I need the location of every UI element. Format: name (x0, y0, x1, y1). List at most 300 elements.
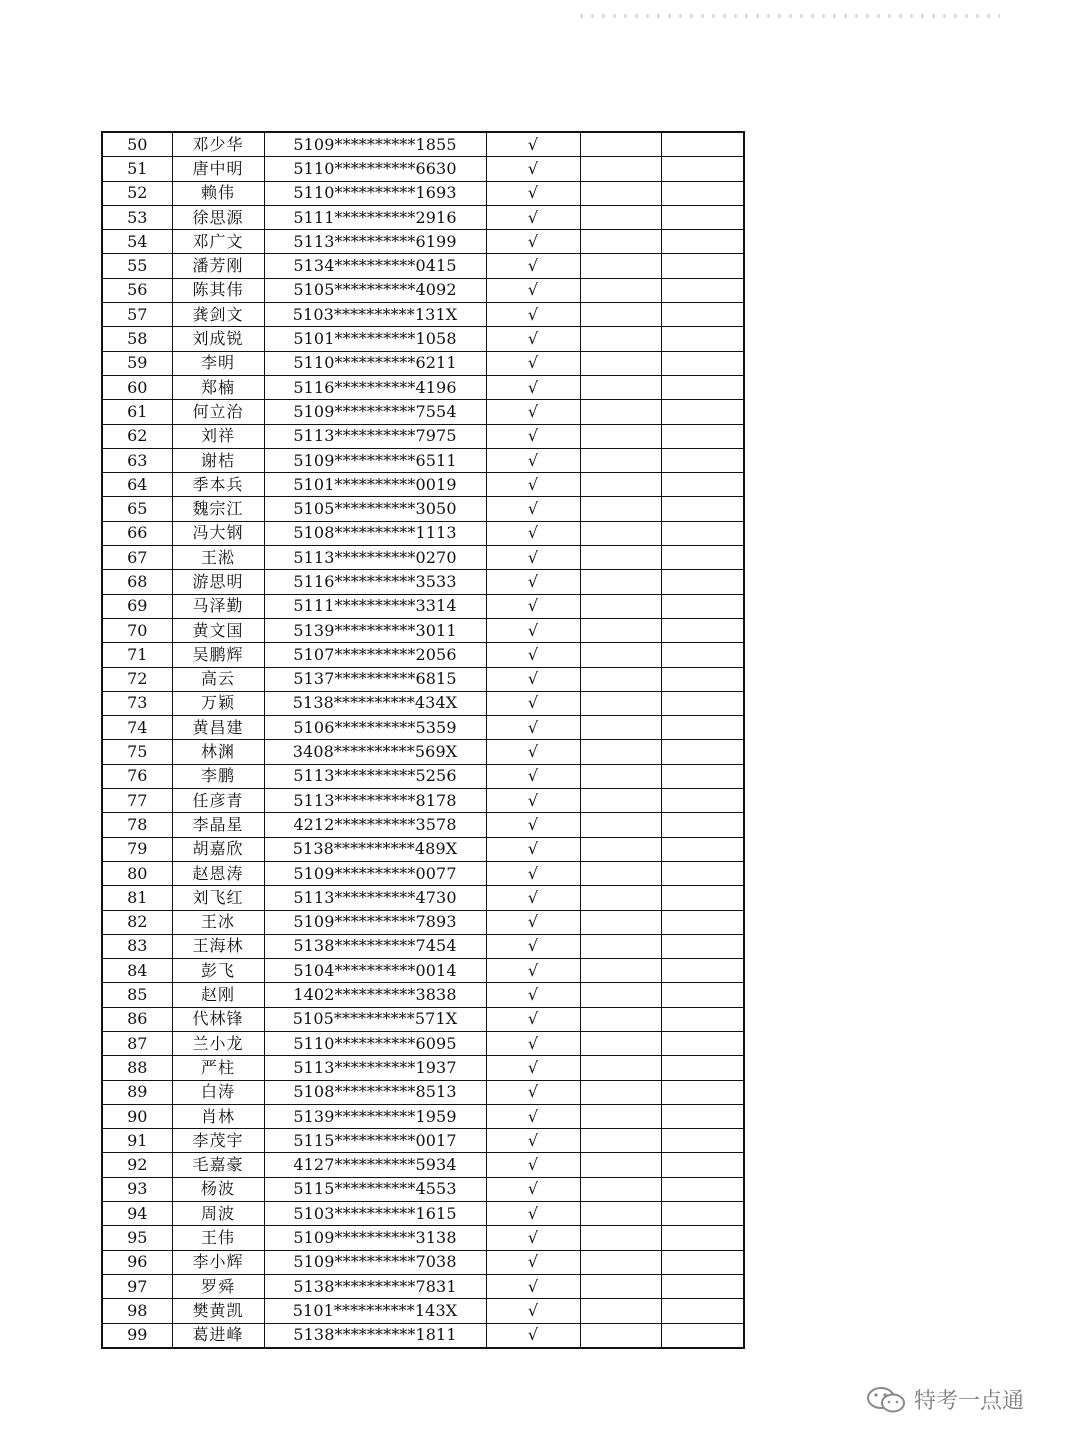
cell-name: 任彦青 (172, 789, 264, 813)
cell-check-mark: √ (486, 1080, 580, 1104)
cell-number: 64 (102, 473, 172, 497)
table-row (102, 1031, 744, 1055)
cell-empty (661, 934, 744, 958)
cell-id-number: 5115**********4553 (264, 1177, 486, 1201)
cell-id-number: 5111**********3314 (264, 594, 486, 618)
cell-number: 57 (102, 303, 172, 327)
table-row (102, 1104, 744, 1128)
cell-empty (580, 1153, 661, 1177)
cell-number: 81 (102, 886, 172, 910)
cell-empty (661, 764, 744, 788)
cell-number: 59 (102, 351, 172, 375)
cell-check-mark: √ (486, 643, 580, 667)
table-row (102, 1274, 744, 1298)
cell-id-number: 5139**********1959 (264, 1104, 486, 1128)
cell-empty (580, 740, 661, 764)
cell-empty (661, 132, 744, 157)
cell-name: 李晶星 (172, 813, 264, 837)
scan-noise (580, 14, 1000, 18)
cell-empty (661, 716, 744, 740)
cell-empty (580, 643, 661, 667)
cell-empty (661, 691, 744, 715)
cell-id-number: 5113**********6199 (264, 230, 486, 254)
cell-check-mark: √ (486, 375, 580, 399)
table-row (102, 181, 744, 205)
cell-empty (580, 1007, 661, 1031)
table-row (102, 375, 744, 399)
cell-id-number: 5115**********0017 (264, 1129, 486, 1153)
cell-empty (661, 327, 744, 351)
cell-id-number: 5113**********5256 (264, 764, 486, 788)
cell-empty (661, 205, 744, 229)
table-row (102, 448, 744, 472)
cell-name: 刘成锐 (172, 327, 264, 351)
candidate-table (101, 131, 745, 1349)
cell-number: 56 (102, 278, 172, 302)
cell-number: 63 (102, 448, 172, 472)
cell-number: 71 (102, 643, 172, 667)
cell-empty (580, 716, 661, 740)
cell-empty (661, 1323, 744, 1348)
cell-check-mark: √ (486, 181, 580, 205)
cell-name: 葛进峰 (172, 1323, 264, 1348)
cell-id-number: 5105**********4092 (264, 278, 486, 302)
cell-number: 85 (102, 983, 172, 1007)
cell-check-mark: √ (486, 400, 580, 424)
cell-empty (661, 400, 744, 424)
cell-check-mark: √ (486, 1129, 580, 1153)
cell-empty (661, 740, 744, 764)
cell-name: 李茂宇 (172, 1129, 264, 1153)
cell-name: 冯大钢 (172, 521, 264, 545)
table-row (102, 667, 744, 691)
cell-check-mark: √ (486, 546, 580, 570)
cell-id-number: 5108**********8513 (264, 1080, 486, 1104)
cell-id-number: 5101**********143X (264, 1299, 486, 1323)
table-row (102, 327, 744, 351)
cell-name: 赵刚 (172, 983, 264, 1007)
cell-name: 李小辉 (172, 1250, 264, 1274)
cell-number: 73 (102, 691, 172, 715)
cell-check-mark: √ (486, 813, 580, 837)
cell-name: 林渊 (172, 740, 264, 764)
table-row (102, 1177, 744, 1201)
cell-id-number: 5101**********1058 (264, 327, 486, 351)
cell-id-number: 5113**********8178 (264, 789, 486, 813)
cell-id-number: 5109**********1855 (264, 132, 486, 157)
cell-number: 67 (102, 546, 172, 570)
cell-check-mark: √ (486, 205, 580, 229)
cell-number: 83 (102, 934, 172, 958)
cell-empty (580, 570, 661, 594)
cell-id-number: 5103**********1615 (264, 1202, 486, 1226)
cell-number: 77 (102, 789, 172, 813)
cell-name: 龚剑文 (172, 303, 264, 327)
cell-name: 刘祥 (172, 424, 264, 448)
cell-id-number: 5109**********0077 (264, 861, 486, 885)
cell-check-mark: √ (486, 959, 580, 983)
cell-number: 87 (102, 1031, 172, 1055)
cell-empty (580, 1323, 661, 1348)
cell-name: 马泽勤 (172, 594, 264, 618)
cell-check-mark: √ (486, 1226, 580, 1250)
cell-check-mark: √ (486, 691, 580, 715)
cell-empty (661, 1274, 744, 1298)
cell-check-mark: √ (486, 740, 580, 764)
cell-empty (580, 667, 661, 691)
cell-number: 68 (102, 570, 172, 594)
cell-empty (580, 886, 661, 910)
cell-number: 92 (102, 1153, 172, 1177)
cell-empty (580, 303, 661, 327)
cell-check-mark: √ (486, 861, 580, 885)
cell-check-mark: √ (486, 327, 580, 351)
cell-empty (661, 1031, 744, 1055)
table-row (102, 521, 744, 545)
cell-empty (580, 1250, 661, 1274)
cell-number: 69 (102, 594, 172, 618)
table-row (102, 132, 744, 157)
cell-empty (661, 521, 744, 545)
cell-empty (661, 157, 744, 181)
table-row (102, 1226, 744, 1250)
cell-empty (661, 1299, 744, 1323)
cell-id-number: 3408**********569X (264, 740, 486, 764)
cell-check-mark: √ (486, 1153, 580, 1177)
cell-empty (580, 861, 661, 885)
cell-name: 黄文国 (172, 618, 264, 642)
cell-number: 96 (102, 1250, 172, 1274)
cell-check-mark: √ (486, 351, 580, 375)
cell-empty (580, 424, 661, 448)
table-row (102, 910, 744, 934)
cell-number: 93 (102, 1177, 172, 1201)
cell-empty (580, 1129, 661, 1153)
cell-id-number: 5104**********0014 (264, 959, 486, 983)
cell-check-mark: √ (486, 618, 580, 642)
cell-empty (580, 1031, 661, 1055)
table-row (102, 886, 744, 910)
cell-empty (580, 254, 661, 278)
cell-empty (661, 254, 744, 278)
cell-name: 胡嘉欣 (172, 837, 264, 861)
cell-empty (580, 1104, 661, 1128)
cell-name: 王海林 (172, 934, 264, 958)
cell-empty (661, 1202, 744, 1226)
cell-number: 88 (102, 1056, 172, 1080)
cell-empty (661, 1177, 744, 1201)
table-row (102, 813, 744, 837)
cell-name: 罗舜 (172, 1274, 264, 1298)
cell-name: 潘芳刚 (172, 254, 264, 278)
cell-number: 82 (102, 910, 172, 934)
cell-empty (580, 181, 661, 205)
cell-id-number: 5106**********5359 (264, 716, 486, 740)
cell-empty (580, 521, 661, 545)
cell-number: 79 (102, 837, 172, 861)
watermark-text: 特考一点通 (914, 1389, 1025, 1414)
cell-check-mark: √ (486, 1299, 580, 1323)
cell-empty (580, 351, 661, 375)
cell-empty (661, 594, 744, 618)
cell-check-mark: √ (486, 1323, 580, 1348)
cell-number: 74 (102, 716, 172, 740)
cell-check-mark: √ (486, 910, 580, 934)
cell-empty (661, 861, 744, 885)
cell-name: 徐思源 (172, 205, 264, 229)
cell-number: 89 (102, 1080, 172, 1104)
candidate-table-body (102, 132, 744, 1348)
cell-number: 70 (102, 618, 172, 642)
cell-id-number: 5109**********7038 (264, 1250, 486, 1274)
cell-name: 邓少华 (172, 132, 264, 157)
cell-number: 84 (102, 959, 172, 983)
cell-id-number: 5109**********3138 (264, 1226, 486, 1250)
cell-id-number: 5110**********6630 (264, 157, 486, 181)
cell-empty (580, 959, 661, 983)
cell-id-number: 5116**********4196 (264, 375, 486, 399)
wechat-icon (866, 1386, 906, 1414)
cell-number: 80 (102, 861, 172, 885)
table-row (102, 764, 744, 788)
cell-check-mark: √ (486, 594, 580, 618)
cell-name: 周波 (172, 1202, 264, 1226)
cell-id-number: 5109**********6511 (264, 448, 486, 472)
cell-number: 91 (102, 1129, 172, 1153)
cell-empty (580, 1177, 661, 1201)
table-row (102, 1299, 744, 1323)
cell-empty (580, 1056, 661, 1080)
table-row (102, 740, 744, 764)
cell-empty (580, 327, 661, 351)
cell-number: 58 (102, 327, 172, 351)
cell-empty (580, 1202, 661, 1226)
table-row (102, 1202, 744, 1226)
cell-number: 99 (102, 1323, 172, 1348)
cell-empty (580, 497, 661, 521)
cell-number: 66 (102, 521, 172, 545)
cell-name: 谢桔 (172, 448, 264, 472)
cell-name: 赵恩涛 (172, 861, 264, 885)
cell-empty (580, 400, 661, 424)
cell-id-number: 5116**********3533 (264, 570, 486, 594)
table-row (102, 691, 744, 715)
cell-number: 95 (102, 1226, 172, 1250)
cell-empty (661, 424, 744, 448)
table-row (102, 157, 744, 181)
table-row (102, 959, 744, 983)
cell-check-mark: √ (486, 1056, 580, 1080)
cell-empty (580, 1299, 661, 1323)
table-row (102, 1056, 744, 1080)
cell-name: 兰小龙 (172, 1031, 264, 1055)
table-row (102, 400, 744, 424)
cell-name: 邓广文 (172, 230, 264, 254)
cell-empty (661, 375, 744, 399)
cell-number: 55 (102, 254, 172, 278)
cell-id-number: 5109**********7893 (264, 910, 486, 934)
cell-id-number: 5110**********6211 (264, 351, 486, 375)
cell-empty (580, 910, 661, 934)
cell-id-number: 5110**********1693 (264, 181, 486, 205)
cell-number: 53 (102, 205, 172, 229)
cell-empty (580, 837, 661, 861)
cell-name: 高云 (172, 667, 264, 691)
table-row (102, 716, 744, 740)
cell-number: 51 (102, 157, 172, 181)
cell-check-mark: √ (486, 764, 580, 788)
cell-empty (580, 230, 661, 254)
cell-name: 王冰 (172, 910, 264, 934)
cell-check-mark: √ (486, 716, 580, 740)
cell-id-number: 5111**********2916 (264, 205, 486, 229)
watermark (866, 1384, 1024, 1415)
cell-empty (661, 303, 744, 327)
cell-id-number: 5105**********3050 (264, 497, 486, 521)
cell-check-mark: √ (486, 934, 580, 958)
table-row (102, 837, 744, 861)
cell-check-mark: √ (486, 497, 580, 521)
table-row (102, 1250, 744, 1274)
cell-name: 唐中明 (172, 157, 264, 181)
cell-name: 郑楠 (172, 375, 264, 399)
cell-check-mark: √ (486, 448, 580, 472)
cell-name: 白涛 (172, 1080, 264, 1104)
cell-id-number: 1402**********3838 (264, 983, 486, 1007)
cell-number: 90 (102, 1104, 172, 1128)
cell-empty (661, 473, 744, 497)
cell-id-number: 5109**********7554 (264, 400, 486, 424)
cell-name: 刘飞红 (172, 886, 264, 910)
cell-check-mark: √ (486, 1250, 580, 1274)
cell-name: 代林锋 (172, 1007, 264, 1031)
cell-empty (580, 1226, 661, 1250)
cell-name: 魏宗江 (172, 497, 264, 521)
cell-id-number: 5113**********4730 (264, 886, 486, 910)
table-row (102, 1129, 744, 1153)
cell-empty (580, 618, 661, 642)
cell-id-number: 5138**********7831 (264, 1274, 486, 1298)
table-row (102, 618, 744, 642)
cell-empty (661, 1007, 744, 1031)
cell-number: 52 (102, 181, 172, 205)
cell-empty (580, 764, 661, 788)
cell-check-mark: √ (486, 278, 580, 302)
cell-empty (661, 886, 744, 910)
cell-name: 李鹏 (172, 764, 264, 788)
cell-empty (661, 1129, 744, 1153)
cell-empty (661, 448, 744, 472)
cell-name: 李明 (172, 351, 264, 375)
table-row (102, 278, 744, 302)
cell-check-mark: √ (486, 424, 580, 448)
cell-id-number: 5138**********489X (264, 837, 486, 861)
table-row (102, 934, 744, 958)
cell-empty (661, 789, 744, 813)
cell-check-mark: √ (486, 886, 580, 910)
table-row (102, 594, 744, 618)
cell-empty (661, 618, 744, 642)
cell-check-mark: √ (486, 1031, 580, 1055)
table-row (102, 230, 744, 254)
cell-number: 60 (102, 375, 172, 399)
cell-empty (580, 132, 661, 157)
cell-empty (661, 837, 744, 861)
cell-empty (661, 1056, 744, 1080)
cell-empty (580, 691, 661, 715)
cell-empty (661, 813, 744, 837)
cell-name: 吴鹏辉 (172, 643, 264, 667)
cell-name: 王淞 (172, 546, 264, 570)
cell-empty (580, 205, 661, 229)
cell-check-mark: √ (486, 1104, 580, 1128)
cell-id-number: 5138**********434X (264, 691, 486, 715)
cell-name: 游思明 (172, 570, 264, 594)
cell-name: 樊黄凯 (172, 1299, 264, 1323)
cell-id-number: 5107**********2056 (264, 643, 486, 667)
cell-check-mark: √ (486, 667, 580, 691)
cell-id-number: 5110**********6095 (264, 1031, 486, 1055)
cell-id-number: 5138**********7454 (264, 934, 486, 958)
cell-check-mark: √ (486, 157, 580, 181)
cell-name: 彭飞 (172, 959, 264, 983)
cell-id-number: 5108**********1113 (264, 521, 486, 545)
cell-name: 黄昌建 (172, 716, 264, 740)
cell-name: 季本兵 (172, 473, 264, 497)
cell-number: 98 (102, 1299, 172, 1323)
cell-empty (580, 375, 661, 399)
cell-name: 毛嘉豪 (172, 1153, 264, 1177)
cell-empty (661, 959, 744, 983)
cell-check-mark: √ (486, 1202, 580, 1226)
cell-empty (661, 1250, 744, 1274)
cell-id-number: 5113**********7975 (264, 424, 486, 448)
cell-check-mark: √ (486, 1007, 580, 1031)
cell-id-number: 5105**********571X (264, 1007, 486, 1031)
cell-empty (580, 813, 661, 837)
cell-name: 万颖 (172, 691, 264, 715)
cell-name: 王伟 (172, 1226, 264, 1250)
cell-number: 72 (102, 667, 172, 691)
cell-number: 65 (102, 497, 172, 521)
cell-empty (580, 789, 661, 813)
cell-empty (661, 546, 744, 570)
cell-name: 严柱 (172, 1056, 264, 1080)
table-row (102, 1323, 744, 1348)
cell-id-number: 5101**********0019 (264, 473, 486, 497)
table-row (102, 983, 744, 1007)
cell-empty (580, 546, 661, 570)
cell-check-mark: √ (486, 1274, 580, 1298)
table-row (102, 473, 744, 497)
table-row (102, 1007, 744, 1031)
cell-empty (580, 473, 661, 497)
table-row (102, 424, 744, 448)
cell-number: 94 (102, 1202, 172, 1226)
cell-empty (580, 448, 661, 472)
cell-empty (661, 1104, 744, 1128)
cell-number: 61 (102, 400, 172, 424)
cell-check-mark: √ (486, 521, 580, 545)
cell-name: 杨波 (172, 1177, 264, 1201)
cell-check-mark: √ (486, 473, 580, 497)
table-row (102, 1153, 744, 1177)
cell-number: 76 (102, 764, 172, 788)
cell-id-number: 4127**********5934 (264, 1153, 486, 1177)
table-row (102, 1080, 744, 1104)
cell-number: 54 (102, 230, 172, 254)
cell-number: 50 (102, 132, 172, 157)
